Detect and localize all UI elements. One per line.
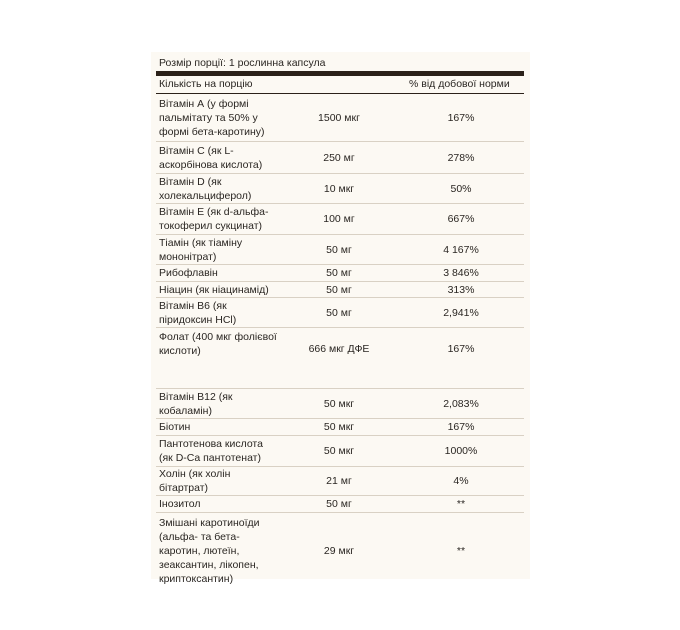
table-row [156,436,524,467]
nutrient-daily-value: ** [456,544,466,557]
nutrient-name: Вітамін D (як холекальциферол) [159,175,252,202]
nutrient-amount: 10 мкг [323,182,355,195]
nutrient-amount: 50 мг [326,243,352,256]
nutrient-amount: 1500 мкг [318,111,360,124]
nutrient-name: Тіамін (як тіаміну мононітрат) [159,236,243,263]
table-row [156,174,524,204]
table-row [156,265,524,282]
nutrient-name: Пантотенова кислота (як D-Ca пантотенат) [159,438,263,464]
table-row [156,513,524,588]
nutrient-name: Біотин [159,421,191,433]
nutrient-daily-value: 667% [447,213,475,225]
nutrient-amount: 50 мг [326,283,352,296]
nutrient-name: Рибофлавін [159,267,218,279]
nutrient-daily-value: 167% [447,111,475,124]
nutrient-daily-value: 167% [447,343,475,355]
nutrient-name: Вітамін В12 (як кобаламін) [159,390,233,417]
nutrient-amount: 50 мкг [323,421,355,433]
nutrient-name: Вітамін B6 (як піридоксин HCl) [159,299,237,326]
supplement-facts-table [156,57,524,588]
nutrient-amount: 29 мкг [323,544,355,557]
nutrient-amount: 666 мкг ДФЕ [308,343,370,355]
table-row [156,235,524,265]
serving-size: Розмір порції: 1 рослинна капсула [159,57,326,69]
nutrient-amount: 50 мг [326,498,352,510]
nutrient-amount: 250 мг [323,151,355,164]
daily-value-label: % від добової норми [409,78,510,90]
table-row [156,496,524,513]
table-row [156,467,524,496]
nutrient-daily-value: 2,083% [443,397,479,410]
nutrient-daily-value: 50% [450,182,472,195]
table-row [156,298,524,328]
nutrient-name: Холін (як холін бітартрат) [159,468,231,494]
nutrient-name: Ніацин (як ніацинамід) [159,283,269,296]
nutrient-daily-value: 167% [447,421,475,433]
nutrient-daily-value: 313% [447,283,475,296]
nutrient-amount: 21 мг [326,475,352,487]
table-row [156,389,524,419]
nutrient-amount: 50 мг [326,306,352,319]
nutrient-name: Інозитол [159,498,201,510]
nutrient-daily-value: ** [456,498,466,510]
table-row [156,419,524,436]
nutrient-daily-value: 1000% [444,445,478,457]
nutrient-amount: 50 мг [326,267,352,279]
amount-per-serving-label: Кількість на порцію [159,78,253,90]
table-row [156,94,524,142]
table-row [156,282,524,298]
nutrient-name: Вітамін E (як d-альфа-токоферил сукцинат) [159,206,269,232]
nutrient-name: Змішані каротиноїди (альфа- та бета-каротин, лютеїн, зеаксантин, лікопен, криптоксантин) [159,516,260,585]
nutrient-amount: 50 мкг [323,397,355,410]
table-header [156,76,524,94]
nutrient-name: Вітамін А (у формі пальмітату та 50% у формі бета-каротину) [159,97,265,138]
nutrient-daily-value: 2,941% [443,306,479,319]
table-row [156,142,524,174]
nutrient-name: Вітамін С (як L-аскорбінова кислота) [159,144,263,171]
nutrient-amount: 100 мг [323,213,355,225]
nutrient-daily-value: 3 846% [443,267,479,279]
table-row [156,328,524,389]
nutrient-amount: 50 мкг [323,445,355,457]
nutrient-daily-value: 4 167% [443,243,479,256]
nutrient-daily-value: 4% [453,475,469,487]
nutrient-daily-value: 278% [447,151,475,164]
nutrient-name: Фолат (400 мкг фолієвої кислоти) [159,331,277,357]
table-row [156,204,524,235]
